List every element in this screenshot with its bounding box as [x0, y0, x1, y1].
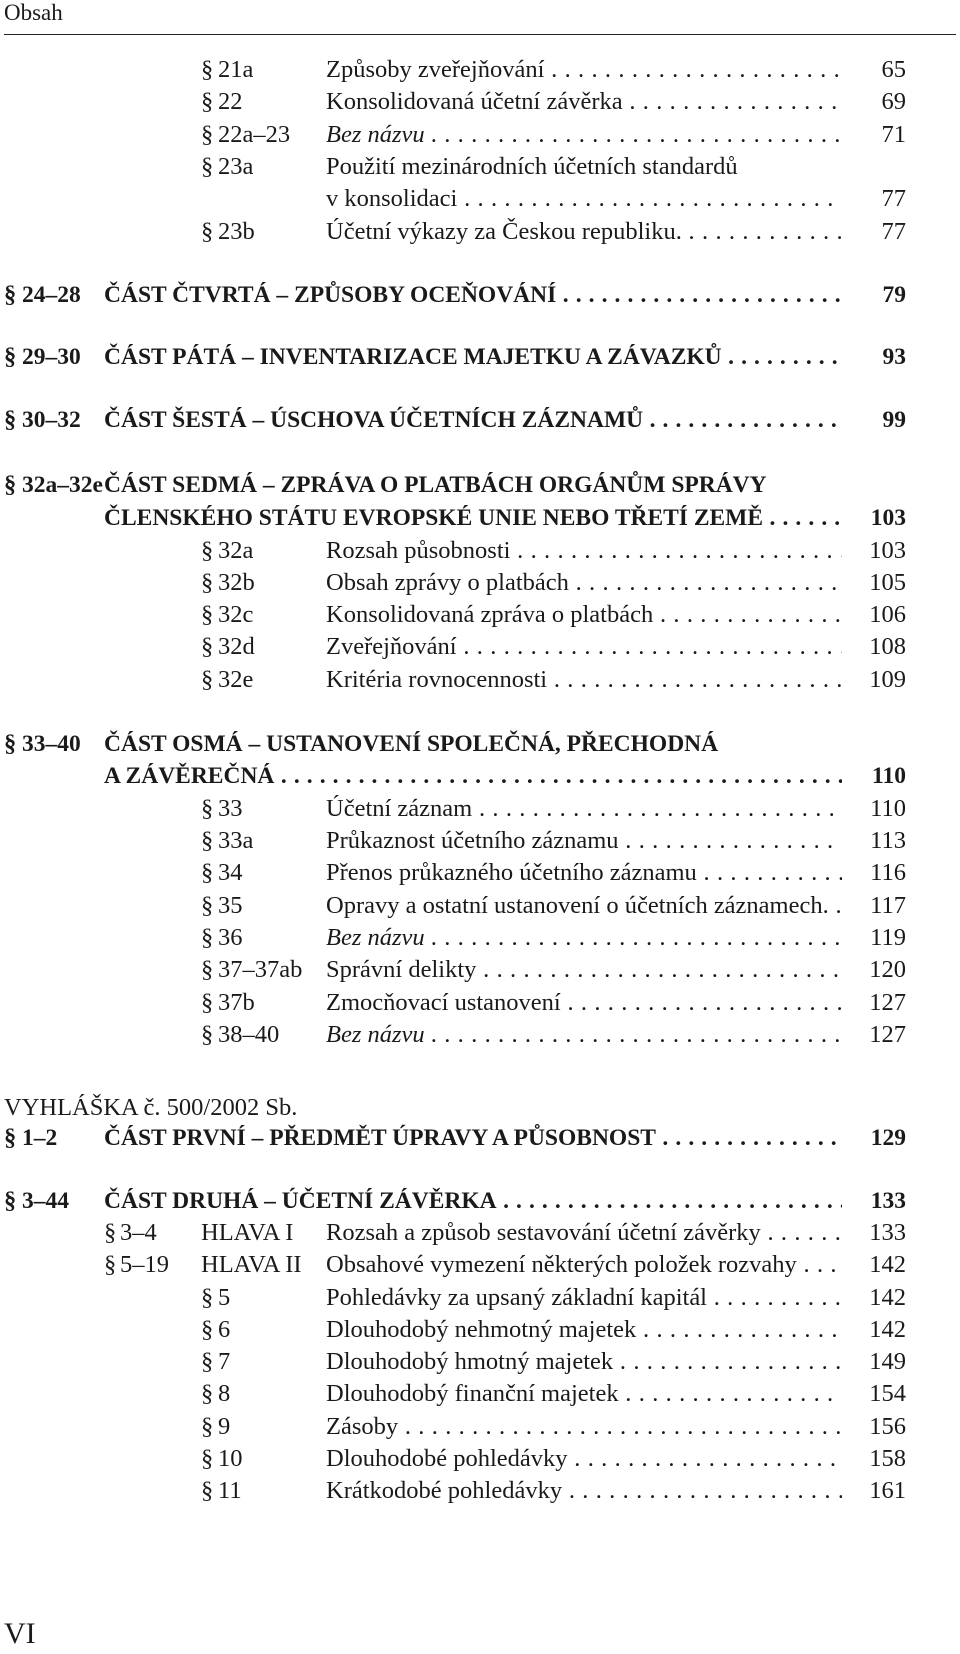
toc-row — [0, 1280, 960, 1316]
page-number: 71 — [881, 121, 906, 148]
section-sign: § — [4, 1187, 17, 1214]
section-sign: § — [4, 471, 17, 498]
section-number: 3–4 — [120, 1219, 157, 1246]
toc-row — [0, 277, 960, 313]
section-number: 9 — [218, 1413, 231, 1440]
section-sign: § — [4, 343, 17, 370]
page-number: 133 — [870, 1188, 906, 1214]
entry-title: Rozsah působnosti . . . — [326, 537, 842, 565]
entry-title: ČÁST SEDMÁ – ZPRÁVA O PLATBÁCH ORGÁNŮM SPRÁVY — [104, 472, 767, 498]
toc-row — [0, 1312, 960, 1348]
section-sign: § — [201, 956, 214, 983]
page-number: 158 — [869, 1445, 906, 1472]
section-number: 22a–23 — [218, 121, 291, 148]
entry-title: ČÁST OSMÁ – USTANOVENÍ SPOLEČNÁ, PŘECHODNÁ — [104, 731, 719, 757]
section-sign: § — [201, 859, 214, 886]
entry-title: ČÁST ŠESTÁ – ÚSCHOVA ÚČETNÍCH ZÁZNAMŮ . . . — [104, 406, 842, 434]
toc-row — [0, 402, 960, 438]
entry-title: Účetní výkazy za Českou republiku. . . . — [326, 218, 842, 246]
section-number: 22 — [218, 88, 243, 115]
entry-title: Konsolidovaná účetní závěrka . . . — [326, 88, 842, 116]
entry-title: Přenos průkazného účetního záznamu . . . — [326, 859, 842, 887]
toc-row — [0, 1017, 960, 1053]
page-number: 127 — [869, 1021, 906, 1048]
section-sign: § — [201, 633, 214, 660]
toc-row — [0, 117, 960, 153]
entry-title: Pohledávky za upsaný základní kapitál . . . — [326, 1284, 842, 1312]
running-header-title: Obsah — [4, 0, 63, 25]
toc-row — [0, 855, 960, 891]
section-sign: § — [201, 795, 214, 822]
page-number: 149 — [869, 1348, 906, 1375]
section-sign: § — [4, 730, 17, 757]
page-number: 93 — [882, 344, 906, 370]
entry-title: Průkaznost účetního záznamu . . . — [326, 827, 842, 855]
section-number: 37–37ab — [218, 956, 303, 983]
page-number: 129 — [870, 1125, 906, 1151]
toc-row — [0, 467, 960, 503]
section-sign: § — [201, 666, 214, 693]
entry-title: Účetní záznam . . . — [326, 795, 842, 823]
toc-row — [0, 1441, 960, 1477]
entry-title: Konsolidovaná zpráva o platbách . . . — [326, 601, 842, 629]
toc-row — [0, 726, 960, 762]
entry-title: Dlouhodobý nehmotný majetek . . . — [326, 1316, 842, 1344]
entry-title: Dlouhodobé pohledávky . . . — [326, 1445, 842, 1473]
toc-row — [0, 1247, 960, 1283]
entry-title: ČLENSKÉHO STÁTU EVROPSKÉ UNIE NEBO TŘETÍ ZEMĚ . . . — [104, 504, 842, 532]
section-sign: § — [201, 153, 214, 180]
section-sign: § — [201, 1284, 214, 1311]
entry-title: Obsah zprávy o platbách . . . — [326, 569, 842, 597]
section-sign: § — [104, 1219, 117, 1246]
toc-row — [0, 149, 960, 185]
entry-title: Rozsah a způsob sestavování účetní závěrky . . . — [326, 1219, 842, 1247]
toc-row — [0, 985, 960, 1021]
section-number: 32a — [218, 537, 254, 564]
entry-title: Opravy a ostatní ustanovení o účetních záznamech. . . . — [326, 892, 842, 920]
toc-row — [0, 888, 960, 924]
toc-row — [0, 823, 960, 859]
entry-title: ČÁST DRUHÁ – ÚČETNÍ ZÁVĚRKA . . . — [104, 1187, 842, 1215]
toc-row — [0, 533, 960, 569]
entry-title: Správní delikty . . . — [326, 956, 842, 984]
toc-row — [0, 952, 960, 988]
page-number: 119 — [870, 924, 906, 951]
section-sign: § — [201, 601, 214, 628]
section-sign: § — [201, 1477, 214, 1504]
entry-title: Bez názvu . . . — [326, 924, 842, 952]
toc-row — [0, 662, 960, 698]
entry-title: v konsolidaci . . . — [326, 185, 842, 213]
page-number: 103 — [869, 537, 906, 564]
section-sign: § — [201, 1021, 214, 1048]
section-sign: § — [201, 569, 214, 596]
section-number: 33a — [218, 827, 254, 854]
section-number: 38–40 — [218, 1021, 280, 1048]
section-sign: § — [201, 537, 214, 564]
toc-row — [0, 597, 960, 633]
entry-title: ČÁST PRVNÍ – PŘEDMĚT ÚPRAVY A PŮSOBNOST . . . — [104, 1124, 842, 1152]
section-number: 32a–32e — [22, 472, 103, 498]
section-number: 8 — [218, 1380, 231, 1407]
page-number: 142 — [869, 1251, 906, 1278]
section-number: 33–40 — [22, 731, 81, 757]
toc-row — [0, 84, 960, 120]
page-number: 142 — [869, 1316, 906, 1343]
section-sign: § — [201, 56, 214, 83]
page-number: 103 — [870, 505, 906, 531]
entry-title: ČÁST PÁTÁ – INVENTARIZACE MAJETKU A ZÁVAZKŮ . . . — [104, 343, 842, 371]
entry-title: Zásoby . . . — [326, 1413, 842, 1441]
page-number: 106 — [869, 601, 906, 628]
section-number: 33 — [218, 795, 243, 822]
section-number: 1–2 — [22, 1125, 58, 1151]
page-number: 154 — [869, 1380, 906, 1407]
section-sign: § — [201, 892, 214, 919]
toc-row — [0, 1215, 960, 1251]
section-number: 10 — [218, 1445, 243, 1472]
page-number: 110 — [872, 763, 906, 789]
toc-row — [0, 339, 960, 375]
section-sign: § — [201, 218, 214, 245]
section-sign: § — [201, 88, 214, 115]
entry-title: Zmocňovací ustanovení . . . — [326, 989, 842, 1017]
page-number: 65 — [881, 56, 906, 83]
entry-title: Dlouhodobý hmotný majetek . . . — [326, 1348, 842, 1376]
section-number: 5–19 — [120, 1251, 169, 1278]
toc-row — [0, 920, 960, 956]
section-number: 23a — [218, 153, 254, 180]
section-sign: § — [4, 281, 17, 308]
page-number: 77 — [881, 218, 906, 245]
page-number: 109 — [869, 666, 906, 693]
page-number: 105 — [869, 569, 906, 596]
section-number: 35 — [218, 892, 243, 919]
section-number: 30–32 — [22, 407, 81, 433]
page-number: 117 — [870, 892, 906, 919]
toc-row — [0, 500, 960, 536]
section-number: 21a — [218, 56, 254, 83]
section-sign: § — [4, 1124, 17, 1151]
toc-row — [0, 758, 960, 794]
page-number: 116 — [870, 859, 906, 886]
page-number: 69 — [881, 88, 906, 115]
section-number: 34 — [218, 859, 243, 886]
page-number: 110 — [870, 795, 906, 822]
section-sign: § — [201, 121, 214, 148]
toc-row — [0, 1376, 960, 1412]
page-number: 133 — [869, 1219, 906, 1246]
toc-row — [0, 1120, 960, 1156]
entry-title: Použití mezinárodních účetních standardů — [326, 153, 738, 180]
page-number: 79 — [882, 282, 906, 308]
entry-title: Kritéria rovnocennosti . . . — [326, 666, 842, 694]
section-number: 36 — [218, 924, 243, 951]
toc-row — [0, 181, 960, 217]
page-number: VI — [4, 1617, 36, 1650]
toc-row — [0, 1344, 960, 1380]
section-sign: § — [201, 1413, 214, 1440]
entry-title: ČÁST ČTVRTÁ – ZPŮSOBY OCEŇOVÁNÍ . . . — [104, 281, 842, 309]
toc-row — [0, 52, 960, 88]
section-number: 32e — [218, 666, 254, 693]
section-sign: § — [201, 827, 214, 854]
entry-title: Krátkodobé pohledávky . . . — [326, 1477, 842, 1505]
section-number: 7 — [218, 1348, 231, 1375]
entry-title: Dlouhodobý finanční majetek . . . — [326, 1380, 842, 1408]
section-sign: § — [4, 406, 17, 433]
entry-title: Zveřejňování . . . — [326, 633, 842, 661]
page-number: 108 — [869, 633, 906, 660]
section-number: 5 — [218, 1284, 231, 1311]
section-sign: § — [201, 1380, 214, 1407]
toc-row — [0, 214, 960, 250]
section-number: 32c — [218, 601, 254, 628]
page-number: 99 — [882, 407, 906, 433]
section-sign: § — [104, 1251, 117, 1278]
page-number: 127 — [869, 989, 906, 1016]
page-number: 120 — [869, 956, 906, 983]
section-number: 37b — [218, 989, 255, 1016]
section-sign: § — [201, 1445, 214, 1472]
entry-title: Bez názvu . . . — [326, 121, 842, 149]
toc-row — [0, 1473, 960, 1509]
toc-row — [0, 1409, 960, 1445]
toc-row — [0, 1183, 960, 1219]
page-number: 156 — [869, 1413, 906, 1440]
page-number: 161 — [869, 1477, 906, 1504]
entry-title: A ZÁVĚREČNÁ . . . — [104, 762, 842, 790]
section-number: 3–44 — [22, 1188, 69, 1214]
section-sign: § — [201, 1316, 214, 1343]
toc-row — [0, 565, 960, 601]
toc-row — [0, 629, 960, 665]
entry-title: Bez názvu . . . — [326, 1021, 842, 1049]
section-number: 23b — [218, 218, 255, 245]
page-number: 113 — [870, 827, 906, 854]
section-number: 32b — [218, 569, 255, 596]
chapter-label: HLAVA I — [201, 1219, 294, 1246]
section-number: 29–30 — [22, 344, 81, 370]
section-number: 11 — [218, 1477, 242, 1504]
page-number: 142 — [869, 1284, 906, 1311]
entry-title: Obsahové vymezení některých položek rozvahy . . . — [326, 1251, 842, 1279]
section-sign: § — [201, 924, 214, 951]
chapter-label: HLAVA II — [201, 1251, 302, 1278]
section-number: 32d — [218, 633, 255, 660]
section-number: 6 — [218, 1316, 231, 1343]
regulation-heading: VYHLÁŠKA č. 500/2002 Sb. — [4, 1094, 298, 1121]
page-number: 77 — [881, 185, 906, 212]
toc-row — [0, 791, 960, 827]
section-number: 24–28 — [22, 282, 81, 308]
entry-title: Způsoby zveřejňování . . . — [326, 56, 842, 84]
section-sign: § — [201, 989, 214, 1016]
section-sign: § — [201, 1348, 214, 1375]
